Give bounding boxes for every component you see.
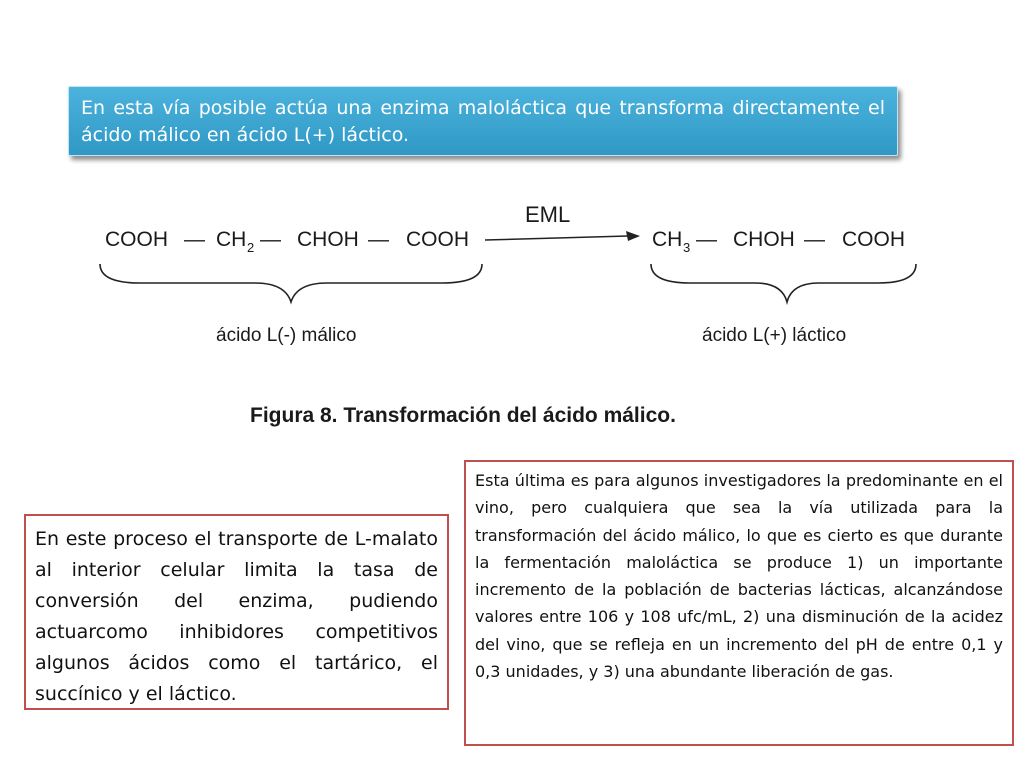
reactant-ch: CH (216, 228, 247, 251)
fermentation-note-box: Esta última es para algunos investigadores la predominante en el vino, pero cualquiera que sea la vía utilizada para la transformación del ácido málico, lo que es cierto es que durante la fermentación maloláctica se produce 1) un importante incremento de la población de bacterias lácticas, alcanzándose valores entre 106 y 108 ufc/mL, 2) una disminución de la acidez del vino, que se refleja en un incremento del pH de entre 0,1 y 0,3 unidades, y 3) una abundante liberación de gas. (464, 460, 1014, 746)
reactant-name: ácido L(-) málico (216, 325, 357, 346)
bond-1: — (184, 228, 205, 251)
product-choh: CHOH (733, 228, 795, 251)
bond-4: — (696, 228, 717, 251)
product-cooh: COOH (842, 228, 905, 251)
enzyme-label: EML (525, 202, 571, 227)
transport-note-box: En este proceso el transporte de L-malato al interior celular limita la tasa de conversión del enzima, pudiendo actuarcomo inhibidores competitivos algunos ácidos como el tartárico, el succínico y el láctico. (24, 514, 449, 710)
reactant-brace (100, 264, 482, 302)
reactant-cooh-1: COOH (105, 228, 168, 251)
bond-5: — (804, 228, 825, 251)
product-brace (651, 264, 916, 302)
product-name: ácido L(+) láctico (702, 325, 847, 346)
product-ch: CH (652, 228, 683, 251)
reactant-cooh-2: COOH (406, 228, 469, 251)
reaction-arrow (485, 231, 640, 241)
reactant-subscript: 2 (247, 240, 255, 255)
intro-callout: En esta vía posible actúa una enzima maloláctica que transforma directamente el ácido málico en ácido L(+) láctico. (68, 86, 898, 156)
bond-2: — (260, 228, 281, 251)
product-subscript: 3 (683, 240, 691, 255)
figure-caption: Figura 8. Transformación del ácido málico. (250, 404, 676, 427)
bond-3: — (368, 228, 389, 251)
reactant-choh: CHOH (297, 228, 359, 251)
